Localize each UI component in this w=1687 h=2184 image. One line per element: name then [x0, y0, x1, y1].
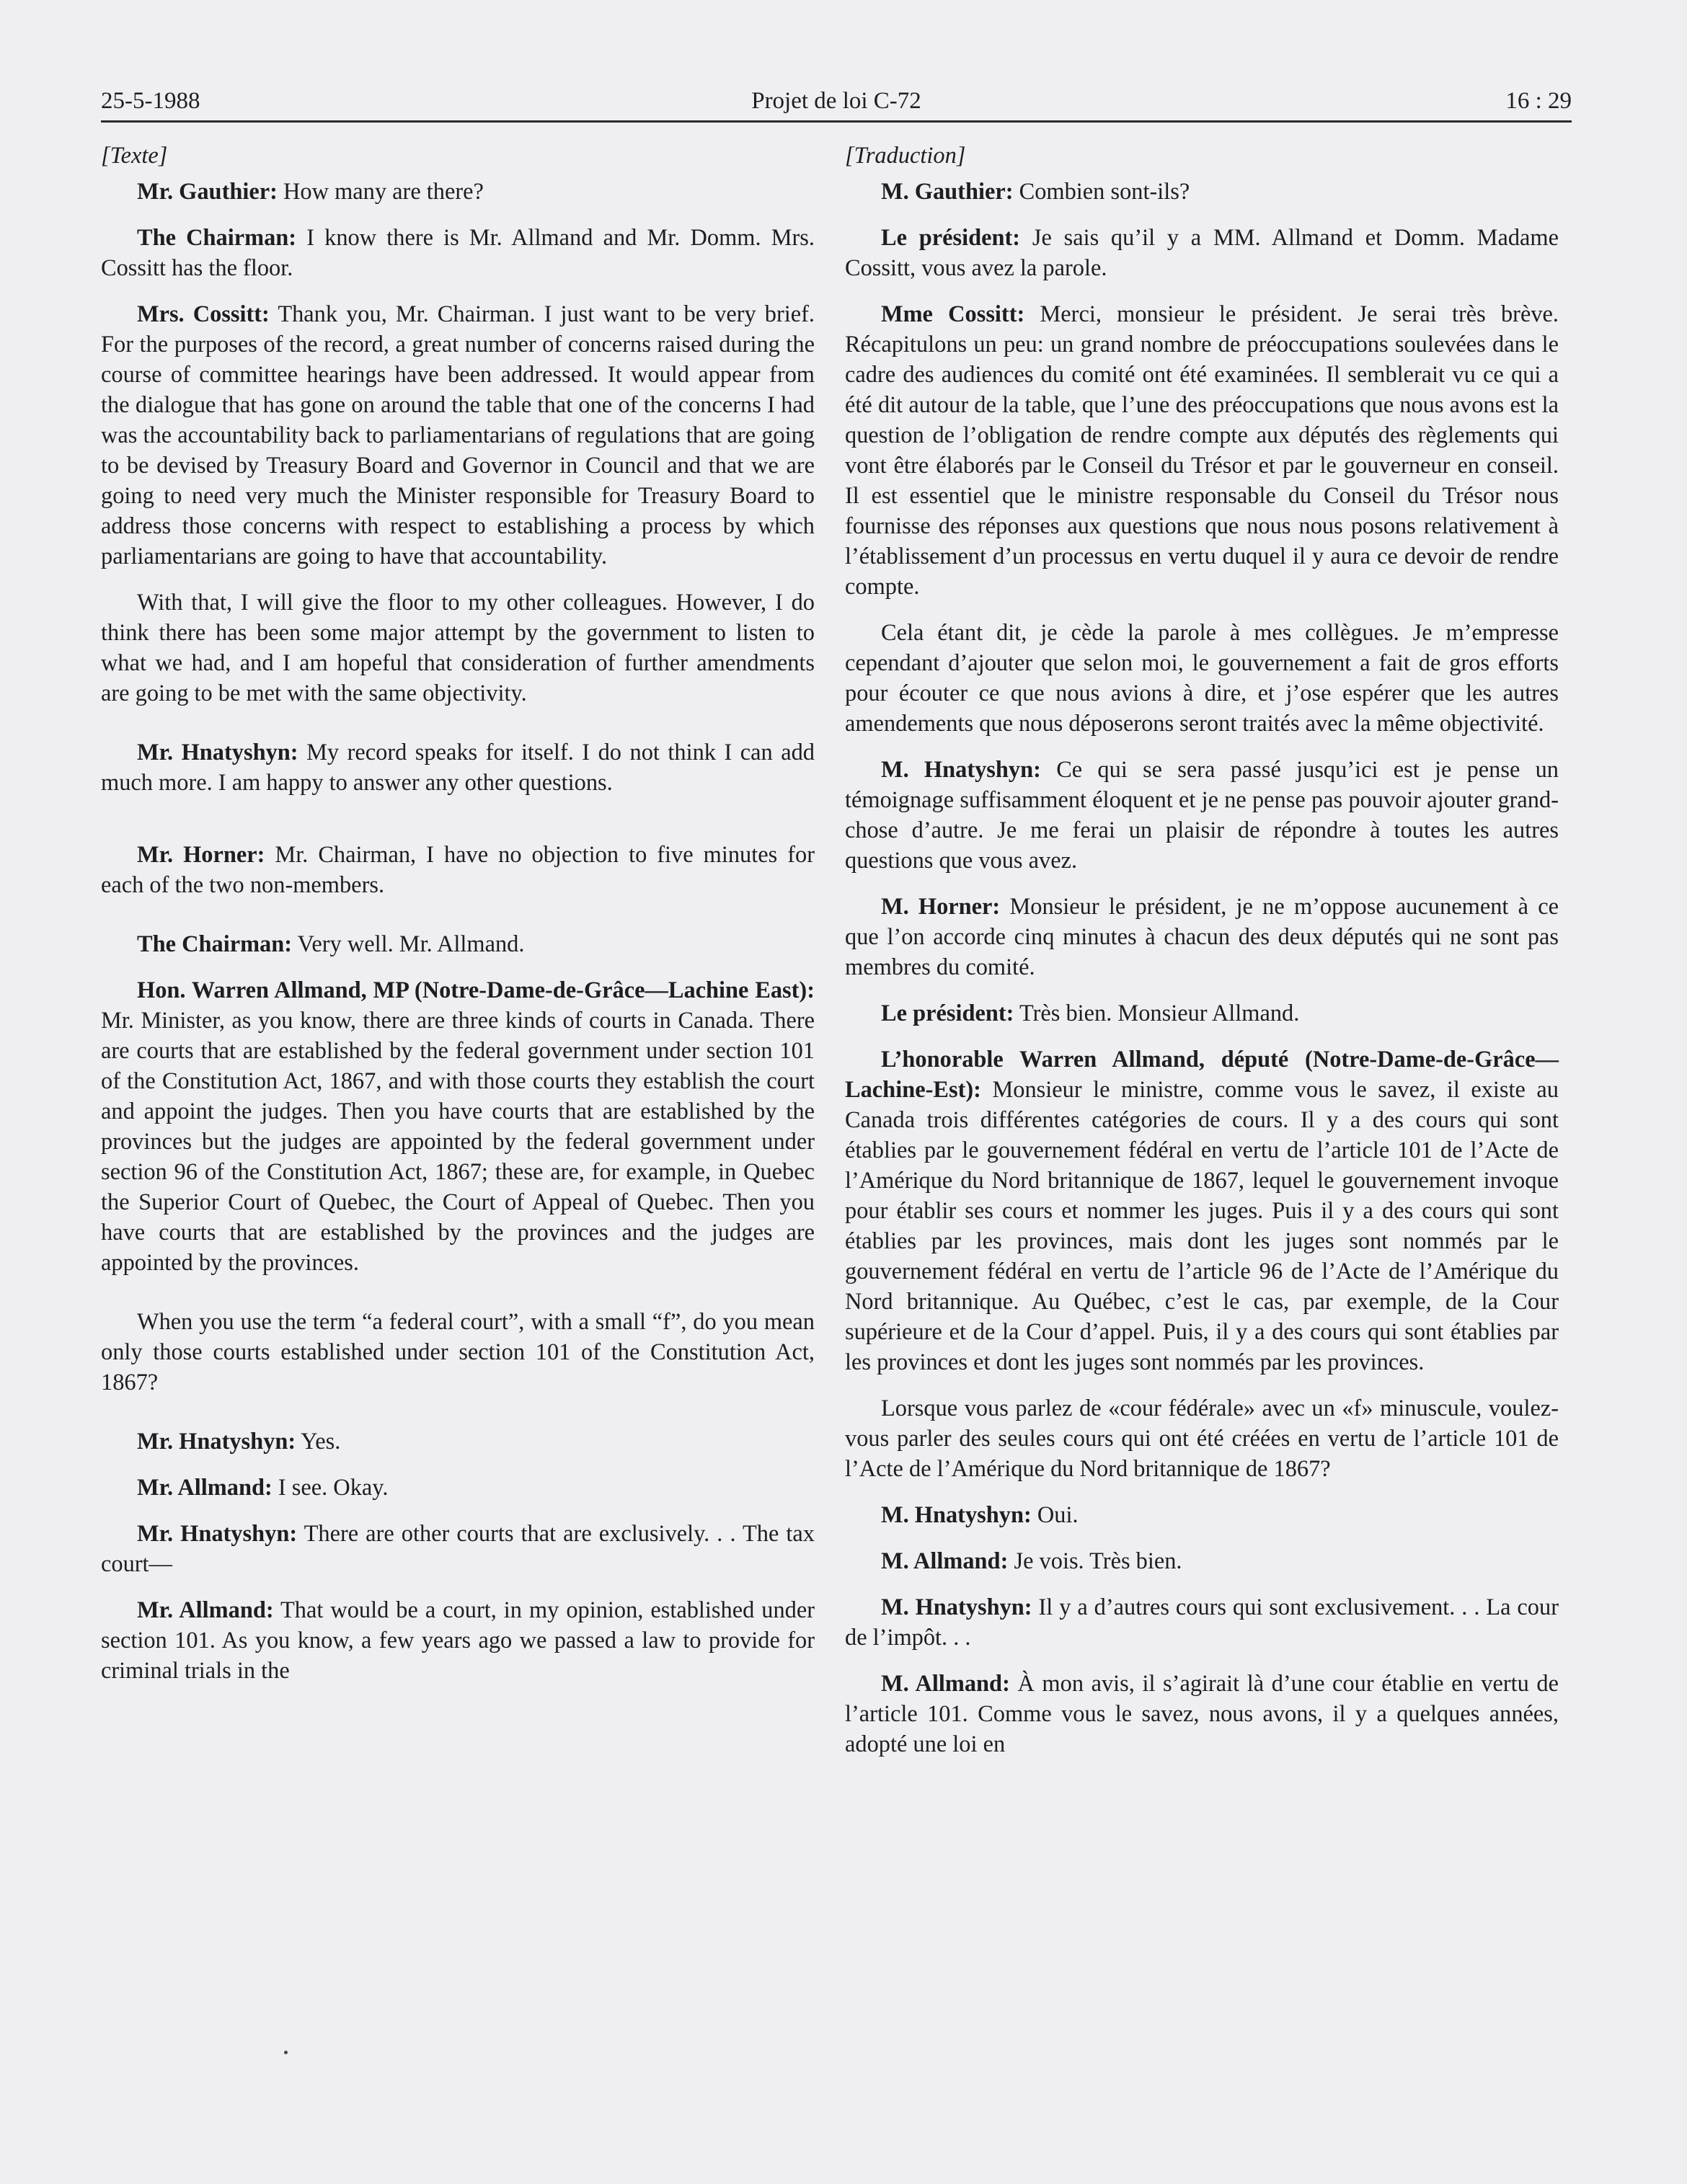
speaker-name: Mrs. Cossitt: — [137, 301, 270, 327]
speaker-name: L’honorable Warren Allmand, député (Notre-Dame-de-Grâce—Lachine-Est): — [845, 1047, 1559, 1103]
speech-text: Merci, monsieur le président. Je serai très brève. Récapitulons un peu: un grand nombre de préoccupations soulevées dans le cadre des audiences du comité ont été examinées. Il semblerait vu ce qui a été dit autour de la table, que l’une des préoccupations que nous avons est la question de l’obligation de rendre compte aux députés des règlements qui vont être élaborés par le Conseil du Trésor et par le gouverneur en conseil. Il est essentiel que le ministre responsable du Conseil du Trésor nous fournisse des réponses aux questions que nous nous posons relativement à l’établissement d’un processus en vertu duquel il y aura ce devoir de rendre compte. — [845, 301, 1559, 600]
speech-text: Very well. Mr. Allmand. — [292, 931, 525, 957]
paragraph — [101, 737, 815, 798]
speech-text: With that, I will give the floor to my other colleagues. However, I do think there has been some major attempt by the government to listen to what we had, and I am hopeful that consideration of further amendments are going to be met with the same objectivity. — [101, 590, 815, 706]
speaker-name: Hon. Warren Allmand, MP (Notre-Dame-de-Grâce—Lachine East): — [137, 977, 815, 1003]
speaker-name: Mr. Hnatyshyn: — [137, 1429, 296, 1455]
speech-text: Oui. — [1031, 1502, 1079, 1528]
paragraph — [845, 1669, 1559, 1759]
paragraph — [845, 223, 1559, 283]
paragraph — [101, 1519, 815, 1579]
french-column — [845, 141, 1559, 1775]
speech-text: Mr. Chairman, I have no objection to five minutes for each of the two non-members. — [101, 842, 815, 898]
english-column — [101, 141, 815, 1702]
paragraph — [101, 1595, 815, 1686]
speaker-name: Le président: — [881, 225, 1021, 251]
speech-text: Combien sont-ils? — [1013, 179, 1190, 205]
paragraph — [101, 1473, 815, 1503]
paragraph — [845, 998, 1559, 1029]
column-tag: [Traduction] — [845, 143, 966, 169]
paragraph — [101, 223, 815, 283]
speech-text: Cela étant dit, je cède la parole à mes collègues. Je m’empresse cependant d’ajouter que selon moi, le gouvernement a fait de gros efforts pour écouter ce que nous avions à dire, et j’ose espérer que les autres amendements que nous déposerons seront traités avec la même objectivité. — [845, 620, 1559, 737]
header-title: Projet de loi C-72 — [751, 88, 921, 114]
speaker-name: M. Allmand: — [881, 1548, 1009, 1574]
speaker-name: Mr. Allmand: — [137, 1597, 274, 1623]
speaker-name: Mr. Gauthier: — [137, 179, 278, 205]
speech-text: Thank you, Mr. Chairman. I just want to be very brief. For the purposes of the record, a great number of concerns raised during the course of committee hearings have been addressed. It would appear from the dialogue that has gone on around the table that one of the concerns I had was the accountability back to parliamentarians of regulations that are going to be devised by Treasury Board and Governor in Council and that we are going to need very much the Minister responsible for Treasury Board to address those concerns with respect to establishing a process by which parliamentarians are going to have that accountability. — [101, 301, 815, 569]
speech-text: Monsieur le président, je ne m’oppose aucunement à ce que l’on accorde cinq minutes à chacun des deux députés qui ne sont pas membres du comité. — [845, 894, 1559, 980]
paragraph — [101, 840, 815, 900]
paragraph — [845, 755, 1559, 876]
speech-text: My record speaks for itself. I do not think I can add much more. I am happy to answer any other questions. — [101, 740, 815, 796]
speech-text: That would be a court, in my opinion, established under section 101. As you know, a few years ago we passed a law to provide for criminal trials in the — [101, 1597, 815, 1684]
speaker-name: M. Allmand: — [881, 1671, 1010, 1697]
speech-text: Monsieur le ministre, comme vous le savez, il existe au Canada trois différentes catégories de cours. Il y a des cours qui sont établies par le gouvernement fédéral en vertu de l’article 101 de l’Acte de l’Amérique du Nord britannique de 1867, lequel le gouvernement invoque pour établir ses cours et nommer les juges. Puis il y a des cours qui sont établies par les provinces, mais dont les juges sont nommés par le gouvernement fédéral en vertu de l’article 96 de l’Acte de l’Amérique du Nord britannique. Au Québec, c’est le cas, par exemple, de la Cour supérieure et de la Cour d’appel. Puis, il y a des cours qui sont établies par les provinces et dont les juges sont nommés par les provinces. — [845, 1077, 1559, 1375]
paragraph — [845, 1500, 1559, 1530]
header-date: 25-5-1988 — [101, 88, 200, 114]
paragraph — [101, 975, 815, 1278]
header-page-number: 16 : 29 — [1505, 88, 1572, 114]
stray-mark — [284, 2051, 288, 2054]
speech-text: I see. Okay. — [272, 1475, 389, 1501]
header-rule — [101, 120, 1572, 123]
speech-text: Il y a d’autres cours qui sont exclusivement. . . La cour de l’impôt. . . — [845, 1594, 1559, 1651]
speech-text: Yes. — [296, 1429, 341, 1455]
paragraph — [845, 892, 1559, 982]
speaker-name: Mme Cossitt: — [881, 301, 1025, 327]
paragraph — [845, 1592, 1559, 1653]
speaker-name: M. Hnatyshyn: — [881, 1594, 1032, 1620]
speaker-name: Mr. Allmand: — [137, 1475, 273, 1501]
speech-text: There are other courts that are exclusively. . . The tax court— — [101, 1521, 815, 1577]
paragraph — [101, 177, 815, 207]
paragraph — [845, 299, 1559, 602]
speech-text: Mr. Minister, as you know, there are three kinds of courts in Canada. There are courts that are established by the federal government under section 101 of the Constitution Act, 1867, and with those courts they establish the court and appoint the judges. Then you have courts that are established by the provinces but the judges are appointed by the federal government under section 96 of the Constitution Act, 1867; these are, for example, in Quebec the Superior Court of Quebec, the Court of Appeal of Quebec. Then you have courts that are established by the provinces and the judges are appointed by the provinces. — [101, 1008, 815, 1276]
speaker-name: Mr. Horner: — [137, 842, 265, 868]
paragraph — [101, 299, 815, 572]
paragraph — [101, 1307, 815, 1398]
paragraph — [845, 177, 1559, 207]
page-header — [101, 81, 1572, 124]
paragraph — [845, 618, 1559, 739]
speech-text: How many are there? — [277, 179, 484, 205]
paragraph — [101, 1426, 815, 1457]
speaker-name: Le président: — [881, 1000, 1014, 1026]
paragraph — [845, 1044, 1559, 1377]
speaker-name: M. Hnatyshyn: — [881, 1502, 1032, 1528]
paragraph — [845, 1393, 1559, 1484]
speaker-name: M. Hnatyshyn: — [881, 757, 1041, 783]
speaker-name: M. Horner: — [881, 894, 1001, 920]
speech-text: À mon avis, il s’agirait là d’une cour établie en vertu de l’article 101. Comme vous le savez, nous avons, il y a quelques années, adopté une loi en — [845, 1671, 1559, 1757]
speech-text: Je sais qu’il y a MM. Allmand et Domm. Madame Cossitt, vous avez la parole. — [845, 225, 1559, 281]
speaker-name: M. Gauthier: — [881, 179, 1014, 205]
speech-text: Ce qui se sera passé jusqu’ici est je pense un témoignage suffisamment éloquent et je ne pense pas pouvoir ajouter grand-chose d’autre. Je me ferai un plaisir de répondre à toutes les autres questions que vous avez. — [845, 757, 1559, 874]
speech-text: I know there is Mr. Allmand and Mr. Domm. Mrs. Cossitt has the floor. — [101, 225, 815, 281]
speaker-name: The Chairman: — [137, 931, 293, 957]
speech-text: When you use the term “a federal court”, with a small “f”, do you mean only those courts established under section 101 of the Constitution Act, 1867? — [101, 1309, 815, 1395]
speech-text: Je vois. Très bien. — [1008, 1548, 1182, 1574]
speaker-name: The Chairman: — [137, 225, 297, 251]
speech-text: Très bien. Monsieur Allmand. — [1014, 1000, 1300, 1026]
speaker-name: Mr. Hnatyshyn: — [137, 740, 298, 765]
paragraph — [101, 587, 815, 709]
column-tag: [Texte] — [101, 143, 168, 169]
paragraph — [101, 929, 815, 959]
paragraph — [845, 1546, 1559, 1576]
speech-text: Lorsque vous parlez de «cour fédérale» avec un «f» minuscule, voulez-vous parler des seules cours qui ont été créées en vertu de l’article 101 de l’Acte de l’Amérique du Nord britannique de 1867? — [845, 1395, 1559, 1482]
speaker-name: Mr. Hnatyshyn: — [137, 1521, 298, 1547]
